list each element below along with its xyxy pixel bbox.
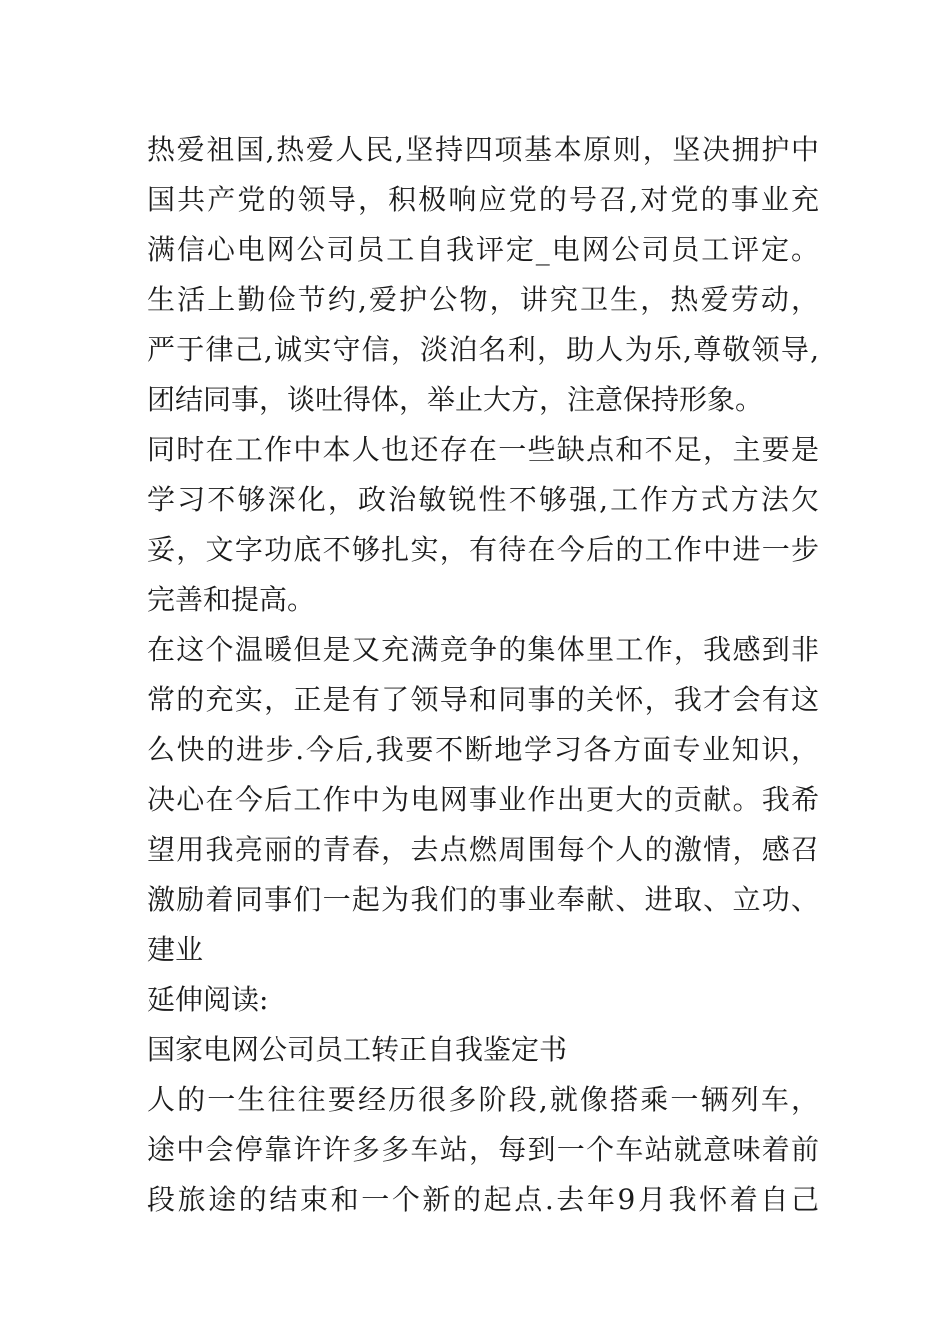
document-body xyxy=(147,125,819,1225)
text-line: 生活上勤俭节约,爱护公物，讲究卫生，热爱劳动， xyxy=(147,283,819,316)
text-line: 完善和提高。 xyxy=(147,583,316,616)
text-line: 团结同事，谈吐得体，举止大方，注意保持形象。 xyxy=(147,383,764,416)
text-line: 国共产党的领导，积极响应党的号召,对党的事业充 xyxy=(147,183,819,216)
text-line: 途中会停靠许许多多车站，每到一个车站就意味着前 xyxy=(147,1133,819,1166)
text-line: 望用我亮丽的青春，去点燃周围每个人的激情，感召 xyxy=(147,833,819,866)
text-line: 学习不够深化，政治敏锐性不够强,工作方式方法欠 xyxy=(147,483,819,516)
text-line: 同时在工作中本人也还存在一些缺点和不足，主要是 xyxy=(147,433,819,466)
text-line: 热爱祖国,热爱人民,坚持四项基本原则，坚决拥护中 xyxy=(147,133,819,166)
text-line: 段旅途的结束和一个新的起点.去年9月我怀着自己 xyxy=(147,1183,819,1216)
article-title: 国家电网公司员工转正自我鉴定书 xyxy=(147,1033,568,1066)
section-label: 延伸阅读: xyxy=(147,983,269,1016)
text-line: 常的充实，正是有了领导和同事的关怀，我才会有这 xyxy=(147,683,819,716)
text-line: 激励着同事们一起为我们的事业奉献、进取、立功、 xyxy=(147,883,819,916)
text-line: 严于律己,诚实守信，淡泊名利，助人为乐,尊敬领导, xyxy=(147,333,819,366)
text-line: 决心在今后工作中为电网事业作出更大的贡献。我希 xyxy=(147,783,819,816)
text-line: 满信心电网公司员工自我评定_电网公司员工评定。 xyxy=(147,233,819,266)
text-line: 人的一生往往要经历很多阶段,就像搭乘一辆列车， xyxy=(147,1083,819,1116)
text-line: 么快的进步.今后,我要不断地学习各方面专业知识， xyxy=(147,733,819,766)
text-line: 建业 xyxy=(147,933,204,966)
text-line: 妥，文字功底不够扎实，有待在今后的工作中进一步 xyxy=(147,533,819,566)
text-line: 在这个温暖但是又充满竞争的集体里工作，我感到非 xyxy=(147,633,819,666)
